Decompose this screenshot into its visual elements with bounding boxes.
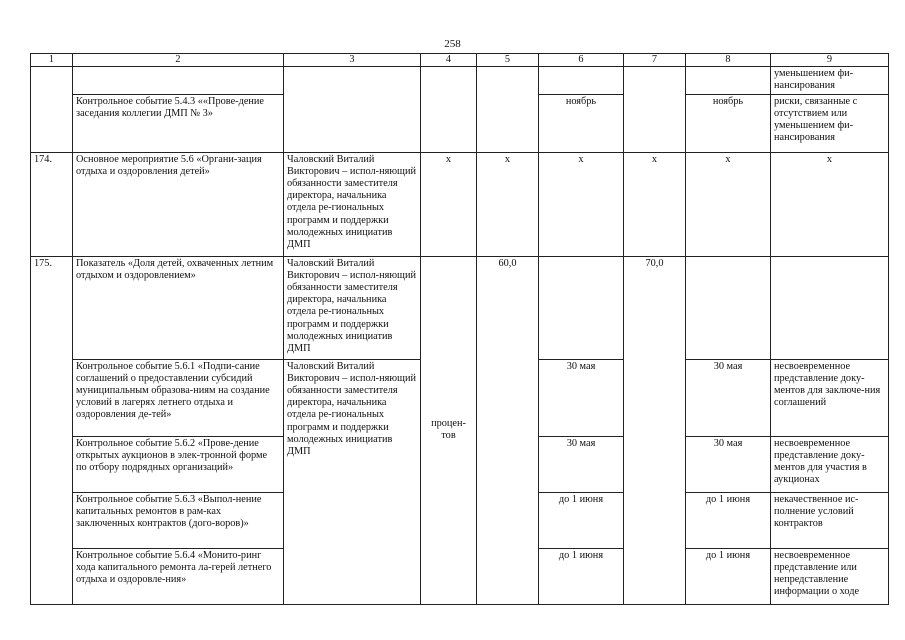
event-title: Контрольное событие 5.6.3 «Выпол-нение капитальных ремонтов в рам-ках заключенных контрактов (дого-воров)» [73,492,284,548]
event-title: Контрольное событие 5.6.2 «Прове-дение открытых аукционов в элек-тронной форме по отбору подрядных организаций» [73,436,284,492]
fact-date: 30 мая [686,436,771,492]
plan-date: 30 мая [539,436,624,492]
risk-cell: уменьшением фи-нансирования [771,67,889,94]
col-header-2: 2 [73,54,284,67]
col-header-3: 3 [284,54,421,67]
unit-cell: процен-тов [421,256,477,604]
row-number: 175. [31,256,73,604]
page-number: 258 [444,38,461,50]
col-header-5: 5 [477,54,539,67]
col-header-6: 6 [539,54,624,67]
fact-date: до 1 июня [686,548,771,604]
event-title: Контрольное событие 5.6.4 «Монито-ринг хода капитального ремонта ла-герей летнего отдыха и оздоровле-ния» [73,548,284,604]
plan-date: до 1 июня [539,492,624,548]
cell-x: x [686,152,771,256]
table-row [31,67,889,94]
risk-cell: несвоевременное представление доку-ментов для заключе-ния соглашений [771,359,889,436]
cell-x: x [771,152,889,256]
responsible-cell: Чаловский Виталий Викторович – испол-няющий обязанности заместителя директора, начальника отдела ре-гиональных программ и поддержки молодежных инициатив ДМП [284,256,421,359]
indicator-title: Показатель «Доля детей, охваченных летним отдыхом и оздоровлением» [73,256,284,359]
cell-x: x [539,152,624,256]
responsible-cell: Чаловский Виталий Викторович – испол-няющий обязанности заместителя директора, начальника отдела ре-гиональных программ и поддержки молодежных инициатив ДМП [284,152,421,256]
table-row [31,256,889,359]
cell-x: x [624,152,686,256]
row-number: 174. [31,152,73,256]
plan-date: 30 мая [539,359,624,436]
plan-date: ноябрь [539,94,624,152]
risk-cell: некачественное ис-полнение условий контрактов [771,492,889,548]
col-header-1: 1 [31,54,73,67]
col-header-8: 8 [686,54,771,67]
risk-cell: риски, связанные с отсутствием или уменьшением фи-нансирования [771,94,889,152]
cell-x: x [477,152,539,256]
activity-title: Основное мероприятие 5.6 «Органи-зация отдыха и оздоровления детей» [73,152,284,256]
table-row [31,152,889,256]
cell-x: x [421,152,477,256]
col-header-9: 9 [771,54,889,67]
risk-cell: несвоевременное представление или непредставление информации о ходе [771,548,889,604]
col-header-7: 7 [624,54,686,67]
fact-date: до 1 июня [686,492,771,548]
col-header-4: 4 [421,54,477,67]
column-number-row [31,54,889,67]
risk-cell: несвоевременное представление доку-ментов для участия в аукционах [771,436,889,492]
plan-table [30,53,889,605]
responsible-cell: Чаловский Виталий Викторович – испол-няющий обязанности заместителя директора, начальника отдела ре-гиональных программ и поддержки молодежных инициатив ДМП [284,359,421,604]
fact-date: 30 мая [686,359,771,436]
event-title: Контрольное событие 5.4.3 ««Прове-дение заседания коллегии ДМП № 3» [73,94,284,152]
base-value: 60,0 [477,256,539,604]
target-value: 70,0 [624,256,686,604]
plan-date: до 1 июня [539,548,624,604]
fact-date: ноябрь [686,94,771,152]
event-title: Контрольное событие 5.6.1 «Подпи-сание соглашений о предоставлении субсидий муниципальным образова-ниям на создание условий в лагерях летнего отдыха и оздоровления де-тей» [73,359,284,436]
